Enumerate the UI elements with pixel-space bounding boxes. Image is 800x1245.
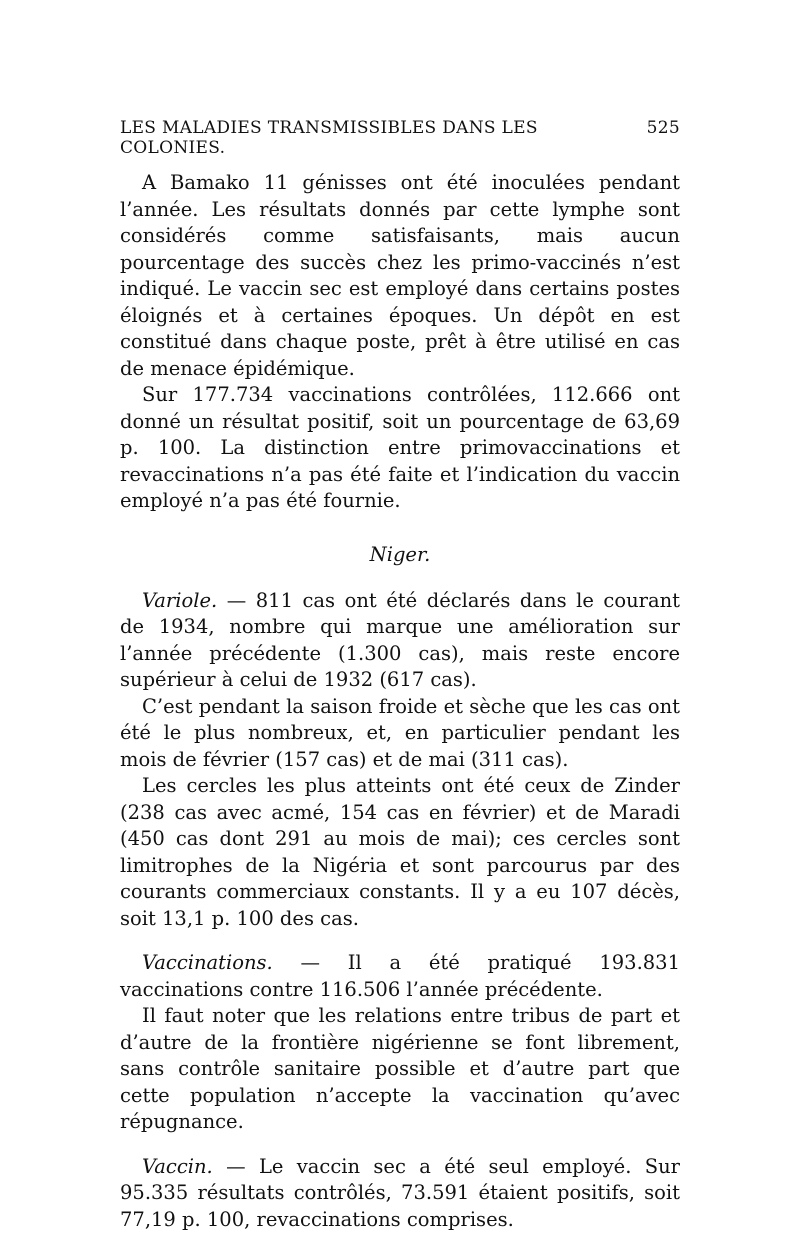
paragraph-bamako: A Bamako 11 génisses ont été inoculées pendant l’année. Les résultats donnés par cette lymphe sont considérés comme satisfaisants, mais aucun pourcentage des succès chez les primo-vaccinés n’est indiqué. Le vaccin sec est employé dans certains postes éloignés et à certaines époques. Un dépôt en est constitué dans chaque poste, prêt à être utilisé en cas de menace épidémique.	[120, 171, 680, 380]
vaccinations-label: Vaccinations.	[142, 951, 273, 974]
paragraph-frontiere: Il faut noter que les relations entre tribus de part et d’autre de la frontière nigérienne se font librement, sans contrôle sanitaire possible et d’autre part que cette population n’accepte la vaccination qu’avec répugnance.	[120, 1004, 680, 1133]
vaccinations-text: — Il a été pratiqué 193.831 vaccinations contre 116.506 l’année précédente.	[120, 951, 680, 1001]
spacer	[120, 932, 680, 950]
page-body	[120, 118, 680, 1233]
paragraph-variole-cercles: Les cercles les plus atteints ont été ceux de Zinder (238 cas avec acmé, 154 cas en février) et de Maradi (450 cas dont 291 au mois de mai); ces cercles sont limitrophes de la Nigéria et sont parcourus par des courants commerciaux constants. Il y a eu 107 décès, soit 13,1 p. 100 des cas.	[120, 774, 680, 930]
vaccin-text: — Le vaccin sec a été seul employé. Sur 95.335 résultats contrôlés, 73.591 étaient positifs, soit 77,19 p. 100, revaccinations comprises.	[120, 1154, 680, 1231]
running-head	[120, 118, 680, 158]
spacer	[120, 1136, 680, 1154]
running-head-title: LES MALADIES TRANSMISSIBLES DANS LES COLONIES.	[120, 118, 538, 158]
paragraph-variole-saison: C’est pendant la saison froide et sèche que les cas ont été le plus nombreux, et, en particulier pendant les mois de février (157 cas) et de mai (311 cas).	[120, 694, 680, 771]
variole-text: — 811 cas ont été déclarés dans le courant de 1934, nombre qui marque une amélioration sur l’année précédente (1.300 cas), mais reste encore supérieur à celui de 1932 (617 cas).	[120, 588, 680, 691]
page-number: 525	[646, 118, 680, 138]
paragraph-variole	[120, 588, 680, 694]
variole-label: Variole.	[142, 588, 218, 612]
paragraph-vaccinations	[120, 950, 680, 1003]
paragraph-vaccin	[120, 1154, 680, 1234]
vaccin-label: Vaccin.	[142, 1154, 213, 1178]
paragraph-vaccinations-controlees: Sur 177.734 vaccinations contrôlées, 112.666 ont donné un résultat positif, soit un pourcentage de 63,69 p. 100. La distinction entre primovaccinations et revaccinations n’a pas été faite et l’indication du vaccin employé n’a pas été fournie.	[120, 383, 680, 512]
section-title-niger: Niger.	[369, 542, 431, 566]
